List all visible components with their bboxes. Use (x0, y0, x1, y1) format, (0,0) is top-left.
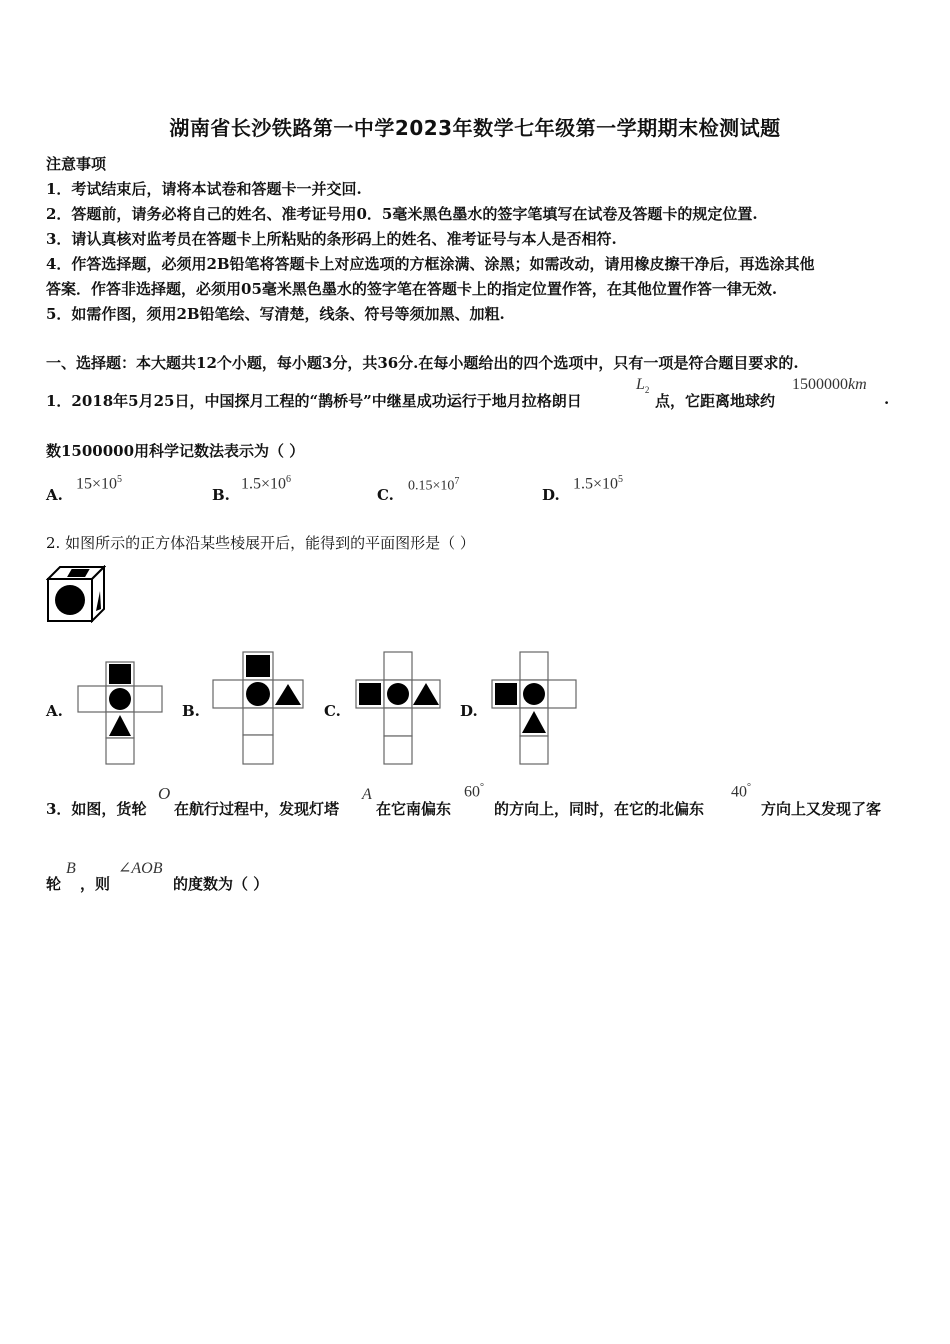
q1-end: . (884, 390, 890, 408)
q2-option-a-label: A. (46, 702, 63, 720)
page-title: 湖南省长沙铁路第一中学2023年数学七年级第一学期期末检测试题 (169, 116, 781, 140)
net-option-d (488, 650, 580, 766)
notice-item-5: 5．如需作图，须用2B铅笔绘、写清楚，线条、符号等须加黑、加粗. (46, 305, 505, 323)
q3-point-a: A (362, 786, 372, 803)
q1-option-b-value: $1.5\times 10^6$ (241, 474, 292, 493)
q3-point-o: O (158, 784, 171, 803)
q3-angle-60: 60° (464, 782, 484, 801)
notice-item-1: 1．考试结束后，请将本试卷和答题卡一并交回. (46, 180, 362, 198)
q1-option-b-label: B. (212, 486, 230, 504)
q1-distance: 1500000km (792, 376, 867, 393)
notice-item-2: 2．答题前，请务必将自己的姓名、准考证号用0．5毫米黑色墨水的签字笔填写在试卷及答题卡的规定位置. (46, 205, 758, 223)
q1-option-c-value: $0.15\times 10^7$ (408, 476, 460, 494)
q2-text: 2. 如图所示的正方体沿某些棱展开后，能得到的平面图形是（ ） (46, 534, 475, 552)
q2-option-c-label: C. (324, 702, 341, 720)
section-heading: 一、选择题：本大题共12个小题，每小题3分，共36分.在每小题给出的四个选项中，只有一项是符合题目要求的. (46, 354, 799, 372)
q1-text-part1: 1．2018年5月25日，中国探月工程的“鹊桥号”中继星成功运行于地月拉格朗日 (46, 392, 582, 410)
notice-heading: 注意事项 (46, 155, 107, 173)
q3-line2a: 轮 (46, 875, 62, 893)
net-option-b (208, 650, 308, 766)
q3-text-p4: 的方向上，同时，在它的北偏东 (494, 800, 705, 818)
q3-point-b: B (66, 860, 76, 877)
q3-text-p1: 3．如图，货轮 (46, 800, 147, 818)
q1-line2: 数1500000用科学记数法表示为（ ） (46, 442, 305, 460)
q3-line2b: ，则 (80, 875, 111, 893)
cube-figure (46, 565, 106, 623)
q2-option-b-label: B. (182, 702, 200, 720)
q2-option-d-label: D. (460, 702, 478, 720)
q1-option-a-value: $15\times 10^5$ (76, 474, 123, 493)
q3-angle-aob: ∠AOB (118, 860, 163, 877)
q1-l2: $L_2$ (636, 376, 650, 396)
q1-option-d-label: D. (542, 486, 560, 504)
notice-item-3: 3．请认真核对监考员在答题卡上所粘贴的条形码上的姓名、准考证号与本人是否相符. (46, 230, 617, 248)
q3-angle-40: 40° (731, 782, 751, 801)
q1-option-d-value: $1.5\times 10^5$ (573, 474, 624, 493)
notice-item-4: 4．作答选择题，必须用2B铅笔将答题卡上对应选项的方框涂满、涂黑；如需改动，请用橡皮擦干净后，再选涂其他 (46, 255, 815, 273)
net-option-a (74, 660, 166, 766)
q1-option-c-label: C. (377, 486, 394, 504)
q3-line2c: 的度数为（ ） (173, 875, 269, 893)
q3-text-p3: 在它南偏东 (376, 800, 452, 818)
q1-text-part2: 点，它距离地球约 (655, 392, 776, 410)
notice-item-4-cont: 答案．作答非选择题，必须用05毫米黑色墨水的签字笔在答题卡上的指定位置作答，在其他位置作答一律无效. (46, 280, 778, 298)
q3-text-p2: 在航行过程中，发现灯塔 (174, 800, 340, 818)
q1-option-a-label: A. (46, 486, 63, 504)
net-option-c (352, 650, 444, 766)
q3-text-p5: 方向上又发现了客 (761, 800, 882, 818)
